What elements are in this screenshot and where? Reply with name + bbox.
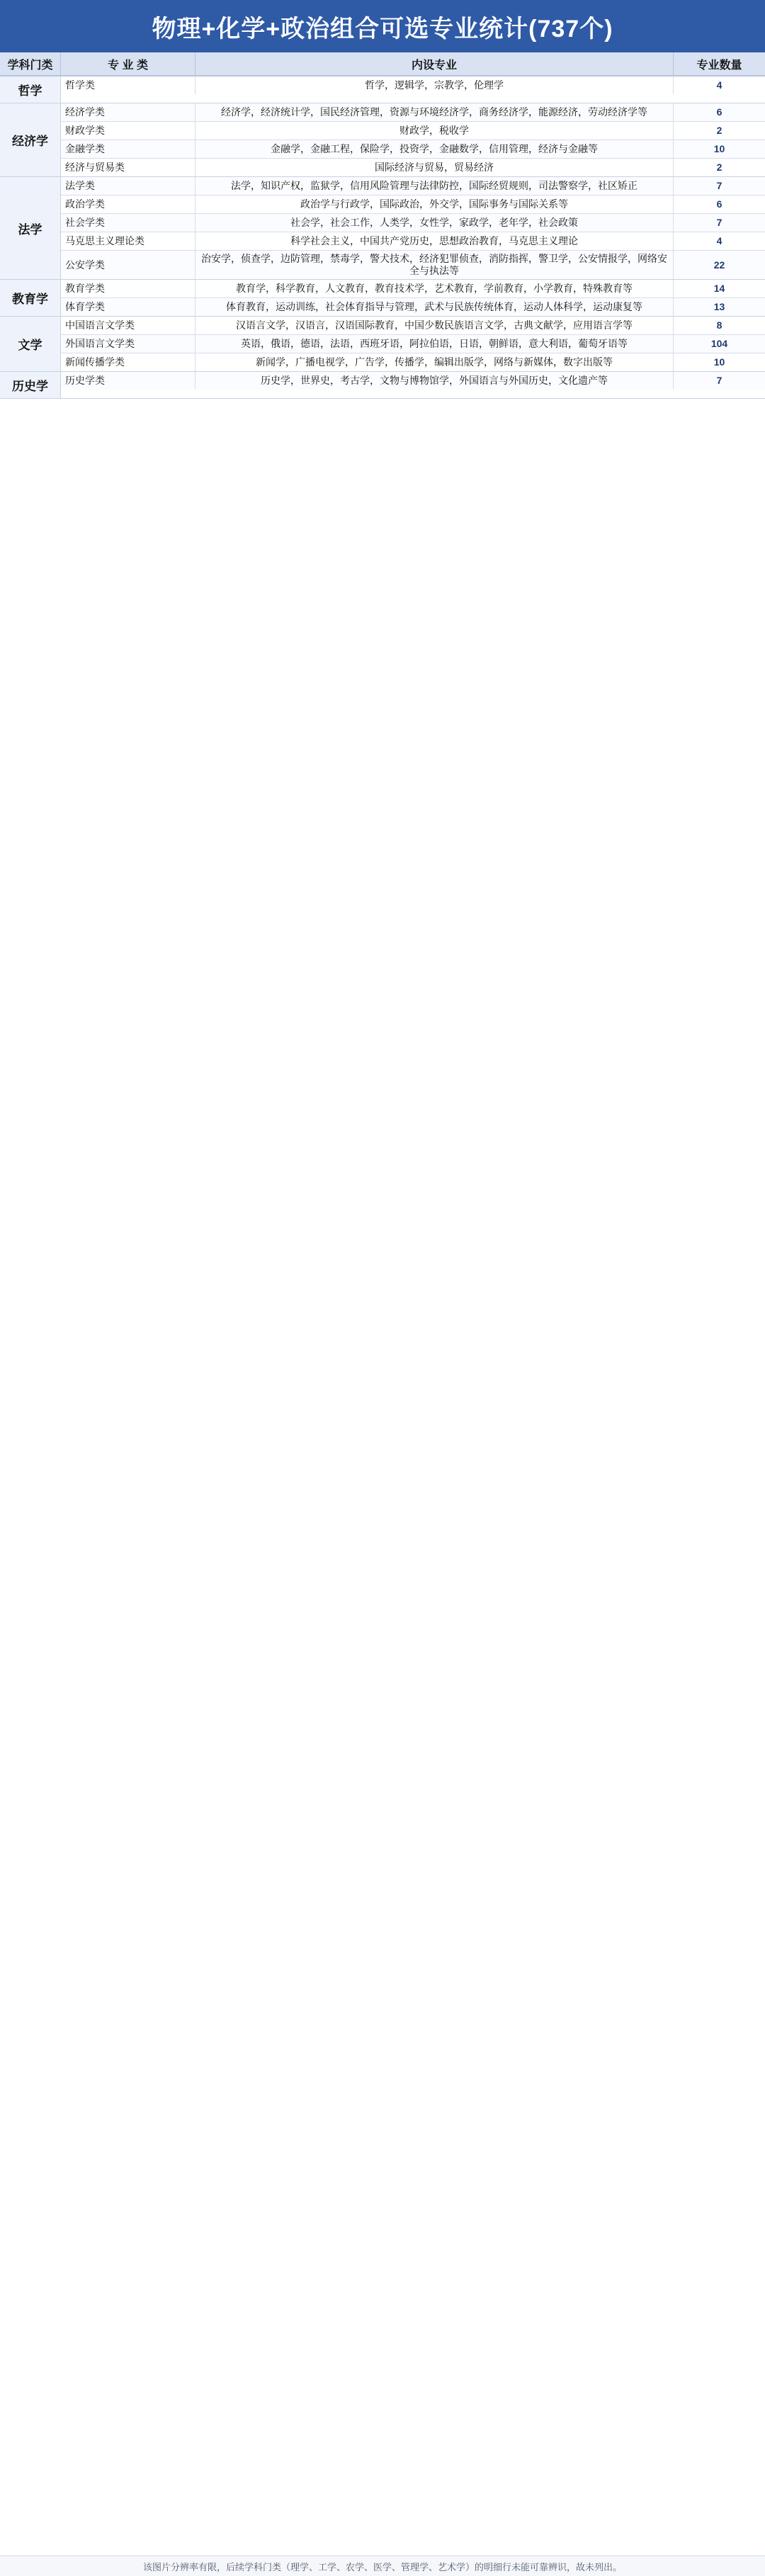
count-cell: 10	[713, 356, 725, 368]
omitted-rows-note: 该图片分辨率有限，后续学科门类（理学、工学、农学、医学、管理学、艺术学）的明细行未能可靠辨识，故未列出。	[0, 2555, 765, 2576]
discipline-cell: 历史学	[0, 372, 61, 398]
count-cell: 6	[716, 106, 722, 118]
majors-cell: 金融学，金融工程，保险学，投资学，金融数学，信用管理，经济与金融等	[196, 140, 674, 158]
table-row	[61, 232, 765, 251]
count-cell: 22	[713, 259, 725, 271]
header-majors: 内设专业	[196, 52, 674, 75]
major-table	[0, 76, 765, 399]
count-cell: 7	[716, 375, 722, 387]
table-row	[61, 195, 765, 214]
majors-cell: 社会学，社会工作，人类学，女性学，家政学，老年学，社会政策	[196, 214, 674, 232]
majors-cell: 新闻学，广播电视学，广告学，传播学，编辑出版学，网络与新媒体，数字出版等	[196, 353, 674, 371]
table-row	[61, 353, 765, 371]
page-title: 物理+化学+政治组合可选专业统计(737个)	[0, 0, 765, 52]
group-economics	[0, 103, 765, 177]
class-cell: 财政学类	[61, 122, 196, 140]
class-cell: 经济学类	[61, 103, 196, 121]
majors-cell: 政治学与行政学，国际政治，外交学，国际事务与国际关系等	[196, 195, 674, 213]
group-literature	[0, 317, 765, 372]
discipline-cell: 经济学	[0, 103, 61, 176]
count-cell: 14	[713, 283, 725, 295]
count-cell: 10	[713, 142, 725, 154]
majors-cell: 体育教育，运动训练，社会体育指导与管理，武术与民族传统体育，运动人体科学，运动康复等	[196, 298, 674, 316]
header-count: 专业数量	[696, 59, 742, 72]
table-header	[0, 52, 765, 76]
group-education	[0, 280, 765, 317]
class-cell: 政治学类	[61, 195, 196, 213]
table-row	[61, 335, 765, 353]
class-cell: 公安学类	[61, 251, 196, 279]
table-row	[61, 177, 765, 195]
majors-cell: 国际经济与贸易，贸易经济	[196, 159, 674, 176]
class-cell: 新闻传播学类	[61, 353, 196, 371]
table-row	[61, 103, 765, 122]
class-cell: 哲学类	[61, 76, 196, 94]
count-cell: 2	[716, 124, 722, 136]
count-cell: 6	[716, 198, 722, 210]
table-row	[61, 372, 765, 390]
majors-cell: 经济学，经济统计学，国民经济管理，资源与环境经济学，商务经济学，能源经济，劳动经济学等	[196, 103, 674, 121]
class-cell: 体育学类	[61, 298, 196, 316]
count-cell: 104	[710, 338, 728, 350]
discipline-cell: 哲学	[0, 76, 61, 103]
count-cell: 4	[716, 79, 722, 91]
class-cell: 教育学类	[61, 280, 196, 297]
majors-cell: 汉语言文学，汉语言，汉语国际教育，中国少数民族语言文学，古典文献学，应用语言学等	[196, 317, 674, 334]
table-row	[61, 76, 765, 94]
class-cell: 金融学类	[61, 140, 196, 158]
majors-cell: 科学社会主义，中国共产党历史，思想政治教育，马克思主义理论	[196, 232, 674, 250]
count-cell: 7	[716, 179, 722, 191]
discipline-cell: 法学	[0, 177, 61, 279]
table-row	[61, 251, 765, 279]
table-row	[61, 317, 765, 335]
majors-cell: 哲学，逻辑学，宗教学，伦理学	[196, 76, 674, 94]
majors-cell: 历史学，世界史，考古学，文物与博物馆学，外国语言与外国历史，文化遗产等	[196, 372, 674, 390]
class-cell: 历史学类	[61, 372, 196, 390]
count-cell: 13	[713, 301, 725, 313]
group-history	[0, 372, 765, 399]
header-discipline: 学科门类	[0, 52, 61, 75]
class-cell: 法学类	[61, 177, 196, 195]
table-row	[61, 122, 765, 140]
count-cell: 4	[716, 234, 722, 246]
majors-cell: 教育学，科学教育，人文教育，教育技术学，艺术教育，学前教育，小学教育，特殊教育等	[196, 280, 674, 297]
majors-cell: 英语，俄语，德语，法语，西班牙语，阿拉伯语，日语，朝鲜语，意大利语，葡萄牙语等	[196, 335, 674, 353]
class-cell: 马克思主义理论类	[61, 232, 196, 250]
class-cell: 外国语言文学类	[61, 335, 196, 353]
table-row	[61, 298, 765, 316]
majors-cell: 治安学，侦查学，边防管理，禁毒学，警犬技术，经济犯罪侦查，消防指挥，警卫学，公安情报学，网络安全与执法等	[196, 251, 674, 279]
table-row	[61, 214, 765, 232]
table-row	[61, 159, 765, 176]
count-cell: 8	[716, 319, 722, 331]
majors-cell: 法学，知识产权，监狱学，信用风险管理与法律防控，国际经贸规则，司法警察学，社区矫正	[196, 177, 674, 195]
count-cell: 2	[716, 161, 722, 173]
class-cell: 经济与贸易类	[61, 159, 196, 176]
table-row	[61, 140, 765, 159]
discipline-cell: 文学	[0, 317, 61, 371]
header-class: 专 业 类	[61, 52, 196, 75]
table-row	[61, 280, 765, 298]
group-philosophy	[0, 76, 765, 103]
group-law	[0, 177, 765, 280]
count-cell: 7	[716, 216, 722, 228]
majors-cell: 财政学，税收学	[196, 122, 674, 140]
class-cell: 中国语言文学类	[61, 317, 196, 334]
class-cell: 社会学类	[61, 214, 196, 232]
discipline-cell: 教育学	[0, 280, 61, 316]
